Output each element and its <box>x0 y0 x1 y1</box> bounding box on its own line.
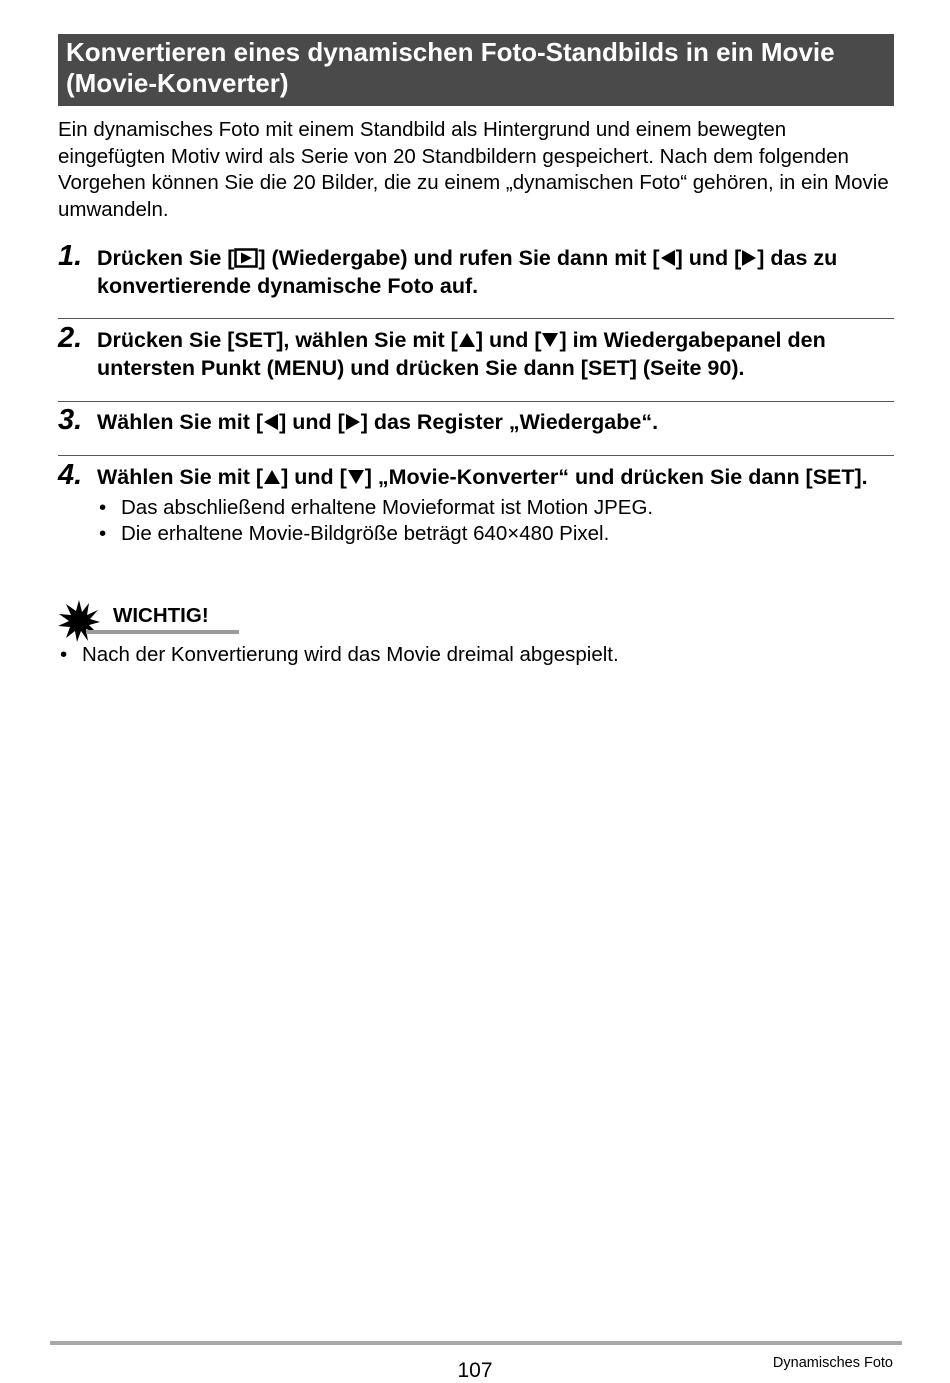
left-arrow-icon <box>660 249 676 267</box>
page-title: Konvertieren eines dynamischen Foto-Standbilds in ein Movie (Movie-Konverter) <box>66 37 835 98</box>
important-underline <box>86 630 239 634</box>
step-separator <box>58 401 894 402</box>
step-separator <box>58 455 894 456</box>
step-3 <box>58 404 894 436</box>
list-item: • Das abschließend erhaltene Movieformat ist Motion JPEG. <box>97 495 894 521</box>
right-arrow-icon <box>345 413 361 431</box>
left-arrow-icon <box>263 413 279 431</box>
up-arrow-icon <box>458 332 476 348</box>
step-separator <box>58 318 894 319</box>
step-number: 1. <box>58 240 83 272</box>
footer-rule <box>50 1341 902 1345</box>
important-label: WICHTIG! <box>113 604 209 627</box>
step-text: Drücken Sie [ ] (Wiedergabe) und rufen Sie dann mit [ ] und [ ] das zu konvertierende dynamische Foto auf. <box>97 246 838 298</box>
down-arrow-icon <box>347 469 365 485</box>
title-bar <box>58 34 894 106</box>
step-4 <box>58 459 894 547</box>
up-arrow-icon <box>263 469 281 485</box>
down-arrow-icon <box>541 332 559 348</box>
important-note: • Nach der Konvertierung wird das Movie dreimal abgespielt. <box>58 642 894 668</box>
step-text: Wählen Sie mit [ ] und [ ] „Movie-Konverter“ und drücken Sie dann [SET]. <box>97 465 868 489</box>
step-text: Drücken Sie [SET], wählen Sie mit [ ] und [ ] im Wiedergabepanel den untersten Punkt (MENU) und drücken Sie dann [SET] (Seite 90). <box>97 328 826 380</box>
page-number: 107 <box>457 1359 493 1382</box>
step-1 <box>58 240 894 300</box>
step-2 <box>58 322 894 382</box>
important-header <box>58 600 258 640</box>
step-4-bullets <box>97 495 894 547</box>
step-number: 2. <box>58 322 83 354</box>
right-arrow-icon <box>741 249 757 267</box>
burst-icon <box>58 600 100 642</box>
step-number: 3. <box>58 404 83 436</box>
step-text: Wählen Sie mit [ ] und [ ] das Register „Wiedergabe“. <box>97 410 659 434</box>
intro-paragraph: Ein dynamisches Foto mit einem Standbild als Hintergrund und einem bewegten eingefügten Motiv wird als Serie von 20 Standbildern gespeichert. Nach dem folgenden Vorgehen können Sie die 20 Bilder, die zu einem „dynamischen Foto“ gehören, in ein Movie umwandeln. <box>58 118 889 221</box>
playback-icon <box>234 248 258 268</box>
step-number: 4. <box>58 459 83 491</box>
list-item: • Die erhaltene Movie-Bildgröße beträgt 640×480 Pixel. <box>97 521 894 547</box>
section-name: Dynamisches Foto <box>772 1355 893 1371</box>
